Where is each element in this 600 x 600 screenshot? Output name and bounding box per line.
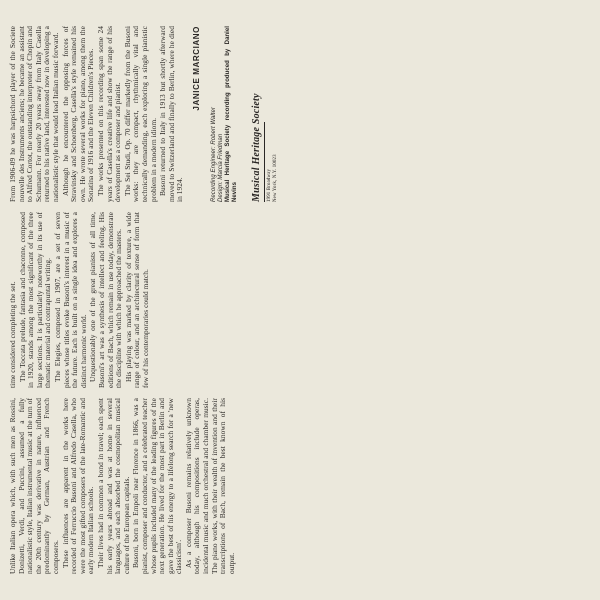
paragraph: As a composer Busoni remains relatively unknown today, although his compositions include operas, incidental music and much orchestral and chamber music. The piano works, with their wealth of invention and their transcriptions of Bach, remain the best known of his output.: [183, 398, 236, 574]
paragraph: The Elegies, composed in 1907, are a set of seven pieces whose titles evoke Busoni's interest in a music of the future. Each is built on a single idea and explores a distinct harmonic world.: [52, 212, 88, 388]
paragraph: The Sei Studi, Op. 70 differ markedly from the Busoni works: they are compact, rhythmically vital and technically demanding, each exploring a single pianistic problem in a modern idiom.: [122, 26, 158, 202]
paragraph: Their lives had in common a bond in travel; each spent his early years abroad and was at home in several languages, and each absorbed the cosmopolitan musical culture of the European capitals.: [95, 398, 131, 574]
text-column-1: [9, 398, 591, 574]
paragraph: Busoni, born in Empoli near Florence in 1866, was a pianist, composer and conductor, and a celebrated teacher whose pupils included many of the leading figures of the next generation. He lived for the most part in Berlin and gave the best of his energy to a lifelong search for a 'new classicism'.: [131, 398, 184, 574]
author-signature: JANICE MARCIANO: [191, 26, 201, 111]
paragraph: These influences are apparent in the works here recorded of Ferruccio Busoni and Alfredo Casella, who were the most gifted composers of the late-Romantic and early modern Italian schools.: [60, 398, 96, 574]
paragraph: Unlike Italian opera which, with such men as Rossini, Donizetti, Verdi, and Puccini, assumed a fully nationalistic style, Italian instrumental music at the turn of the 20th century was derivative in nature, influenced predominantly by German, Austrian and French composers.: [8, 398, 60, 574]
rotated-text-sheet: [5, 20, 595, 580]
credit-line: Design: Marcia Friedman: [218, 133, 225, 202]
paragraph: The Toccata prelude, fantasia and chaconne, composed in 1920, stands among the most significant of the three large sections. It is particularly noteworthy in its use of thematic material and contrapuntal writing.: [17, 212, 53, 388]
paragraph: The works presented on this recording span some 24 years of Casella's creative life and show the range of his development as a composer and pianist.: [95, 26, 123, 202]
paragraph: Busoni returned to Italy in 1913 but shortly afterward moved to Switzerland and finally to Berlin, where he died in 1924.: [158, 26, 185, 202]
label-address-line: New York, N.Y. 10023: [272, 154, 278, 202]
label-address-line: 1991 Broadway: [267, 168, 273, 202]
text-column-2: [9, 212, 591, 388]
paragraph: From 1906-09 he was harpsichord player of the Societe nouvelle des Instruments anciens; he became an assistant to Alfred Cortot, the outstanding interpreter of Chopin and Schumann. For nearly 20 years away from Italy Casella returned to his native land, interested now in developing a nationalistic style that would lead Italian music forward.: [8, 26, 60, 202]
credit-line: Recording Engineer: Robert Walter: [211, 107, 218, 202]
paragraph: Although he encountered the opposing forces of Stravinsky and Schoenberg, Casella's style remained his own. He wrote several works for piano, among them the Sonatina of 1916 and the Eleven Children's Pieces.: [60, 26, 96, 202]
label-logo-name: Musical Heritage Society: [251, 93, 263, 202]
label-logo: [253, 26, 278, 202]
divider: [264, 122, 265, 202]
credits-block: [211, 26, 239, 202]
paragraph: time considered completing the set.: [8, 281, 17, 388]
paragraph: Unquestionably one of the great pianists of all time, Busoni's art was a synthesis of intellect and feeling. His editions of Bach, which remain in use today, demonstrate the discipline with which he approached the masters.: [88, 212, 124, 388]
text-column-3: [9, 26, 591, 202]
credit-note: Musical Heritage Society recording produced by Daniel Nevins: [225, 26, 239, 202]
paragraph: His playing was marked by clarity of texture, a wide range of colour, and an architectural sense of form that few of his contemporaries could match.: [123, 212, 150, 388]
